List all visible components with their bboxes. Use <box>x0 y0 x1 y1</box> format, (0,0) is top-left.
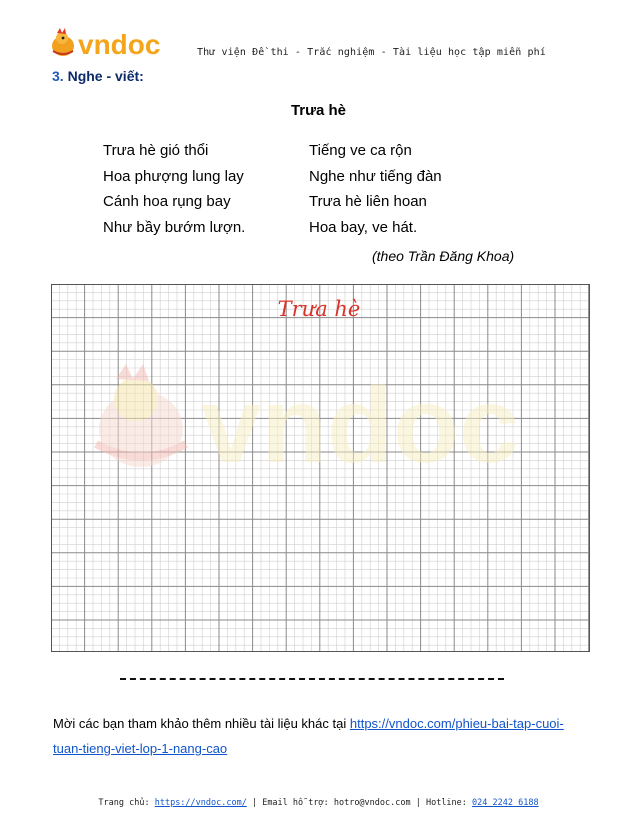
page-footer <box>0 798 637 808</box>
more-docs-text: Mời các bạn tham khảo thêm nhiều tài liệu khác tại <box>53 716 350 731</box>
poem-line: Trưa hè gió thổi <box>103 142 209 159</box>
poem-line: Trưa hè liên hoan <box>309 193 427 211</box>
handwritten-title: Trưa hè <box>277 297 361 321</box>
separator-dashes <box>120 678 504 682</box>
watermark-text: vndoc <box>201 364 520 485</box>
mascot-icon <box>52 28 74 56</box>
footer-home-link[interactable]: https://vndoc.com/ <box>154 798 247 808</box>
poem-line: Như bầy bướm lượn. <box>103 218 246 236</box>
poem-right-column <box>309 138 442 240</box>
vndoc-watermark <box>96 364 519 485</box>
more-docs-paragraph <box>53 711 593 761</box>
poem-title: Trưa hè <box>290 102 347 119</box>
poem-line: Nghe như tiếng đàn <box>309 167 442 185</box>
poem-line: Tiếng ve ca rộn <box>309 142 412 159</box>
section-heading <box>52 68 144 84</box>
footer-hotline-label: | Hotline: <box>410 798 473 808</box>
vndoc-logo[interactable] <box>48 24 178 64</box>
poem-left-column <box>103 138 245 240</box>
footer-email[interactable]: hotro@vndoc.com <box>333 798 411 808</box>
handwriting-practice-grid <box>51 284 590 652</box>
logo-wordmark: vndoc <box>78 29 161 60</box>
poem-line: Hoa phượng lung lay <box>103 167 244 185</box>
header-tagline: Thư viện Đề thi - Trắc nghiệm - Tài liệu học tập miễn phí <box>197 47 546 58</box>
footer-home-label: Trang chủ: <box>98 798 155 808</box>
more-docs-link[interactable]: https://vndoc.com/phieu-bai-tap-cuoi-tuan-tieng-viet-lop-1-nang-cao <box>53 716 564 756</box>
poem-line: Cánh hoa rụng bay <box>103 193 231 211</box>
section-number: 3. <box>52 68 64 84</box>
footer-hotline[interactable]: 024 2242 6188 <box>472 798 539 808</box>
poem-author: (theo Trần Đăng Khoa) <box>372 248 515 264</box>
section-label: Nghe - viết: <box>67 68 144 84</box>
poem-line: Hoa bay, ve hát. <box>309 218 418 236</box>
footer-email-label: | Email hỗ trợ: <box>246 798 334 808</box>
